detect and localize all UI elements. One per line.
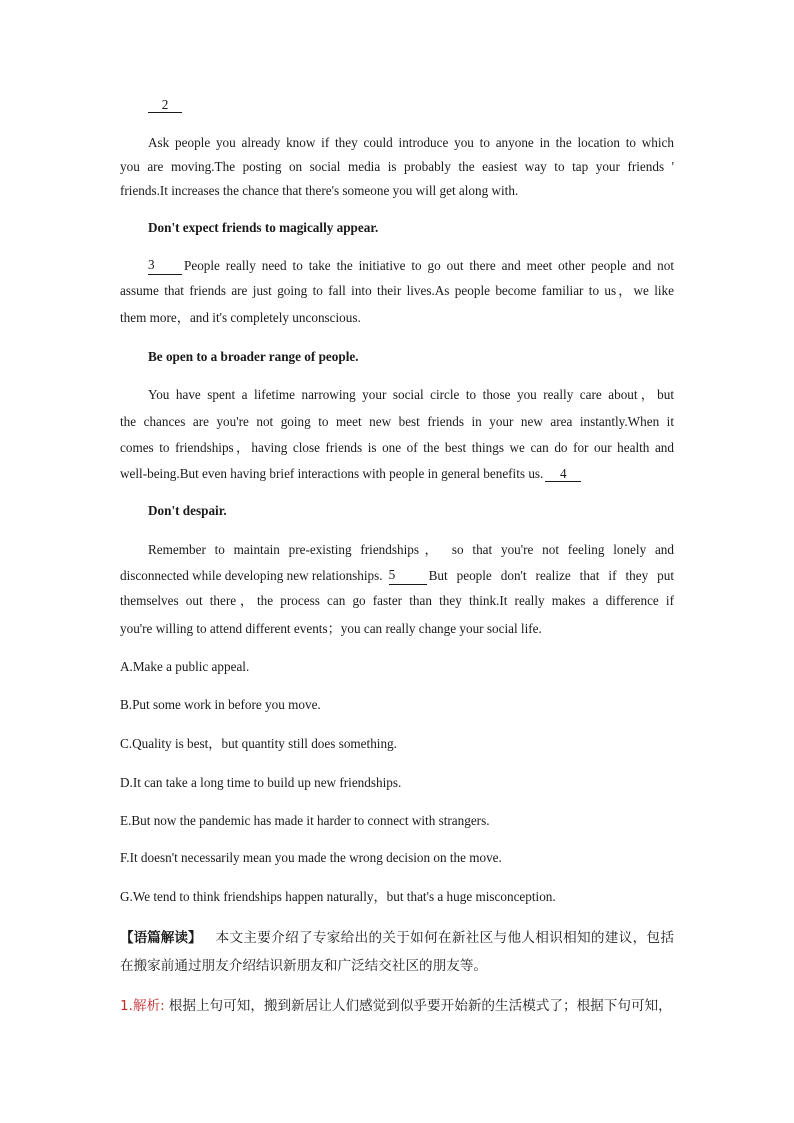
paragraph-1-line-3: friends.It increases the chance that there's someone you will get along with. <box>120 183 519 198</box>
blank-5[interactable]: 5 <box>389 567 427 585</box>
paragraph-1-line-1: Ask people you already know if they could introduce you to anyone in the location to which <box>148 135 674 150</box>
paragraph-4-line-4: you're willing to attend different events；you can really change your social life. <box>120 621 542 636</box>
paragraph-2-line-3: them more，and it's completely unconscious. <box>120 310 361 325</box>
option-g: G.We tend to think friendships happen naturally，but that's a huge misconception. <box>120 889 556 904</box>
question-1-analysis <box>120 996 672 1016</box>
blank-2[interactable]: 2 <box>148 97 182 113</box>
blank-2-heading <box>148 96 182 114</box>
paragraph-1-line-2: you are moving.The posting on social media is probably the easiest way to tap your friends ' <box>120 159 674 174</box>
paragraph-2-line-1-text: People really need to take the initiative to go out there and meet other people and not <box>184 258 674 273</box>
question-1-number: 1. <box>120 998 133 1014</box>
analysis-line-2: 在搬家前通过朋友介绍结识新朋友和广泛结交社区的朋友等。 <box>120 958 488 974</box>
section-heading-4: Don't despair. <box>148 503 227 518</box>
analysis-line-1-text: 本文主要介绍了专家给出的关于如何在新社区与他人相识相知的建议，包括 <box>215 930 674 946</box>
paragraph-4-line-2 <box>120 567 674 585</box>
section-heading-2: Don't expect friends to magically appear. <box>148 220 379 235</box>
analysis-line-1 <box>120 928 674 948</box>
blank-4[interactable]: 4 <box>545 466 581 482</box>
option-d: D.It can take a long time to build up new friendships. <box>120 775 402 790</box>
paragraph-3-line-3: comes to friendships，having close friends is one of the best things we can do for our health and <box>120 440 674 455</box>
option-b: B.Put some work in before you move. <box>120 697 321 712</box>
paragraph-4-line-2-text-b: But people don't realize that if they put <box>428 568 674 583</box>
paragraph-3-line-4-text: well-being.But even having brief interactions with people in general benefits us. <box>120 466 544 481</box>
option-f: F.It doesn't necessarily mean you made the wrong decision on the move. <box>120 850 502 865</box>
paragraph-3-line-4 <box>120 465 581 483</box>
question-1-text: 根据上句可知，搬到新居让人们感觉到似乎要开始新的生活模式了；根据下句可知， <box>168 998 672 1014</box>
option-a: A.Make a public appeal. <box>120 659 250 674</box>
paragraph-3-line-2: the chances are you're not going to meet new best friends in your new area instantly.When it <box>120 414 674 429</box>
blank-3[interactable]: 3 <box>148 257 182 275</box>
paragraph-4-line-2-text-a: disconnected while developing new relationships. <box>120 568 383 583</box>
option-e: E.But now the pandemic has made it harder to connect with strangers. <box>120 813 490 828</box>
paragraph-4-line-1: Remember to maintain pre-existing friendships， so that you're not feeling lonely and <box>148 542 674 557</box>
paragraph-3-line-1: You have spent a lifetime narrowing your social circle to those you really care about，but <box>148 387 674 402</box>
section-heading-3: Be open to a broader range of people. <box>148 349 359 364</box>
paragraph-4-line-3: themselves out there，the process can go faster than they think.It really makes a difference if <box>120 593 674 608</box>
paragraph-2-line-2: assume that friends are just going to fall into their lives.As people become familiar to us，we like <box>120 283 674 298</box>
analysis-label: 【语篇解读】 <box>120 930 202 946</box>
option-c: C.Quality is best，but quantity still does something. <box>120 736 397 751</box>
paragraph-2-line-1 <box>148 257 674 275</box>
question-1-label: 解析: <box>132 998 165 1014</box>
